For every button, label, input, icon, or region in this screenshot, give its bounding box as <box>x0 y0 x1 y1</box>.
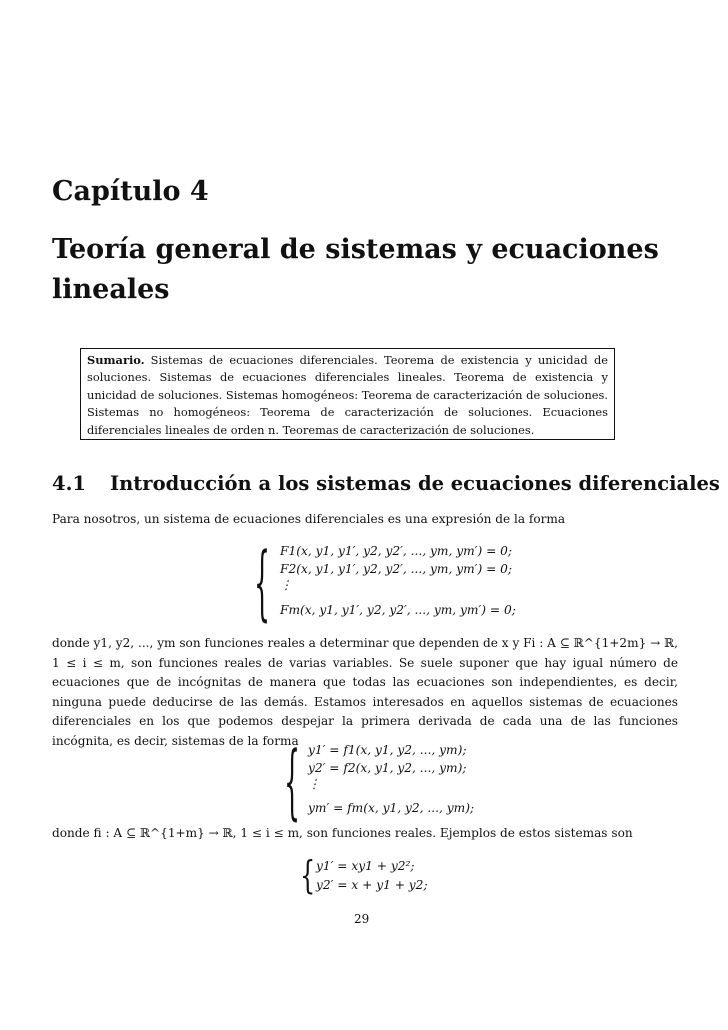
equation-dots: ⋮ <box>308 777 321 791</box>
equation-line: y2′ = f2(x, y1, y2, ..., ym); <box>308 761 467 775</box>
summary-box <box>80 348 615 440</box>
summary-text <box>87 352 608 439</box>
equation-dots: ⋮ <box>280 578 293 592</box>
left-brace: { <box>254 535 271 631</box>
left-brace: { <box>300 852 316 898</box>
paragraph-intro: Para nosotros, un sistema de ecuaciones diferenciales es una expresión de la forma <box>52 512 566 526</box>
equation-line: Fm(x, y1, y1′, y2, y2′, ..., ym, ym′) = 0; <box>280 603 516 617</box>
equation-line: y2′ = x + y1 + y2; <box>316 878 428 892</box>
section-title: Introducción a los sistemas de ecuaciones diferenciales <box>110 472 720 495</box>
equation-line: ym′ = fm(x, y1, y2, ..., ym); <box>308 801 475 815</box>
section-heading <box>52 472 720 495</box>
summary-label: Sumario. <box>87 353 145 367</box>
equation-line: F1(x, y1, y1′, y2, y2′, ..., ym, ym′) = 0; <box>280 544 513 558</box>
paragraph-examples: donde fi : A ⊆ ℝ^{1+m} → ℝ, 1 ≤ i ≤ m, son funciones reales. Ejemplos de estos sistemas son <box>52 826 633 840</box>
equation-line: y1′ = f1(x, y1, y2, ..., ym); <box>308 743 467 757</box>
page-number: 29 <box>354 912 370 926</box>
section-number: 4.1 <box>52 472 86 495</box>
equation-line: F2(x, y1, y1′, y2, y2′, ..., ym, ym′) = 0; <box>280 562 513 576</box>
equation-line: y1′ = xy1 + y2²; <box>316 859 415 873</box>
paragraph-explanation: donde y1, y2, ..., ym son funciones reales a determinar que dependen de x y Fi : A ⊆ ℝ^{1+2m} → ℝ, 1 ≤ i ≤ m, son funciones reales de varias variables. Se suele suponer que hay igual número de ecuaciones que de incógnitas de manera que todas las ecuaciones son independientes, es decir, ninguna puede deducirse de las demás. Estamos interesados en aquellos sistemas de ecuaciones diferenciales en los que podemos despejar la primera derivada de cada una de las funciones incógnita, es decir, sistemas de la forma <box>52 636 678 748</box>
chapter-heading: Capítulo 4 <box>52 176 209 207</box>
left-brace: { <box>284 734 301 830</box>
summary-body: Sistemas de ecuaciones diferenciales. Teorema de existencia y unicidad de soluciones. Sistemas de ecuaciones diferenciales lineales. Teorema de existencia y unicidad de soluciones. Sistemas homogéneos: Teorema de caracterización de soluciones. Sistemas no homogéneos: Teorema de caracterización de soluciones. Ecuaciones diferenciales lineales de orden n. Teoremas de caracterización de soluciones. <box>87 353 608 437</box>
chapter-title: Teoría general de sistemas y ecuaciones lineales <box>52 234 659 305</box>
